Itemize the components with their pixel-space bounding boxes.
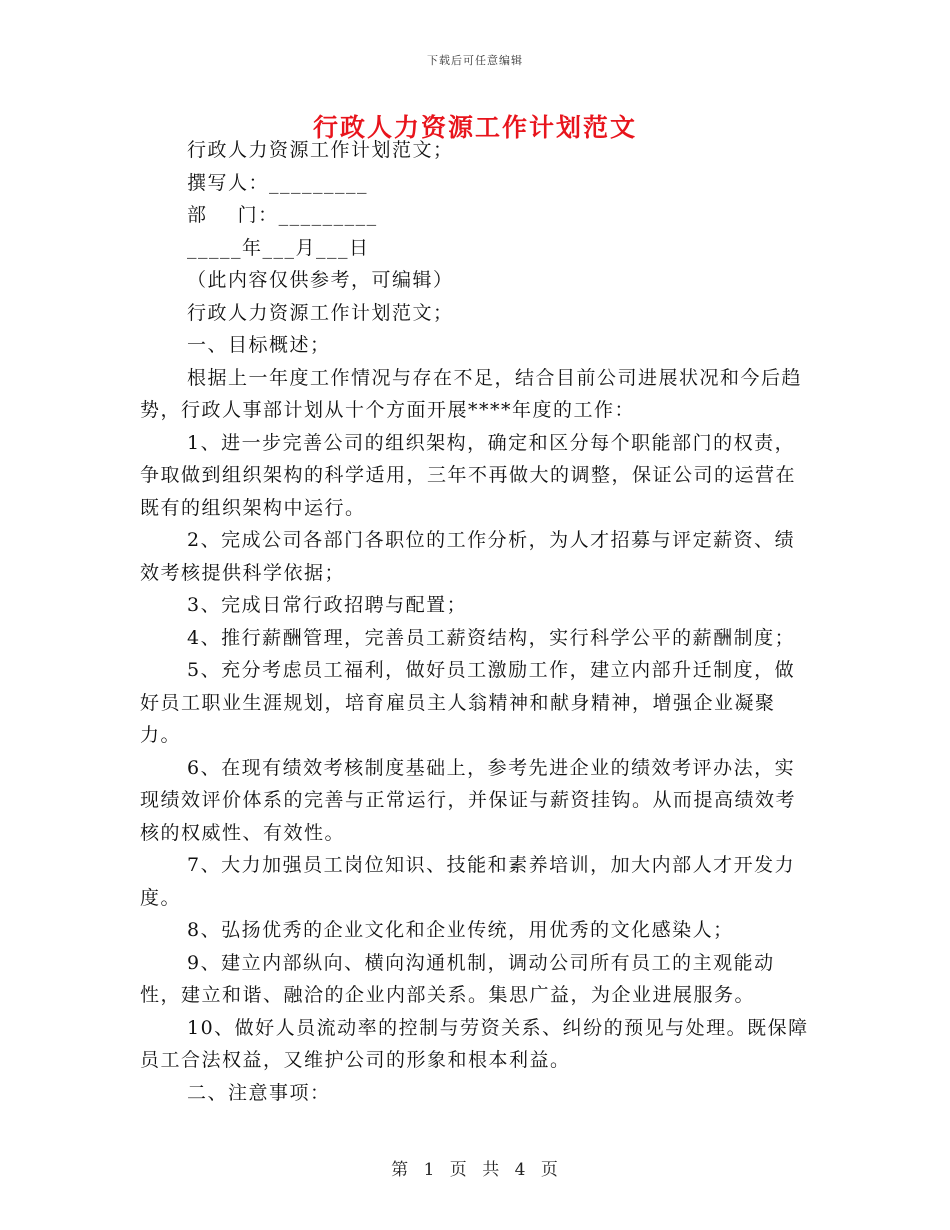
list-item-6: 6、在现有绩效考核制度基础上，参考先进企业的绩效考评办法，实现绩效评价体系的完善与正常运行，并保证与薪资挂钩。从而提高绩效考核的权威性、有效性。 xyxy=(140,756,797,844)
list-item-8: 8、弘扬优秀的企业文化和企业传统，用优秀的文化感染人； xyxy=(187,919,734,941)
list-item-3: 3、完成日常行政招聘与配置； xyxy=(187,594,468,616)
section-heading-2: 二、注意事项： xyxy=(187,1081,331,1104)
header-note: 下载后可任意编辑 xyxy=(427,54,523,67)
doc-name-line-2: 行政人力资源工作计划范文； xyxy=(187,301,454,324)
document-body xyxy=(140,134,815,1109)
list-item-4: 4、推行薪酬管理，完善员工薪资结构，实行科学公平的薪酬制度； xyxy=(187,626,796,649)
doc-name-line: 行政人力资源工作计划范文； xyxy=(187,139,454,161)
document-title: 行政人力资源工作计划范文 xyxy=(312,113,637,142)
list-item-10: 10、做好人员流动率的控制与劳资关系、纠纷的预见与处理。既保障员工合法权益，又维护公司的形象和根本利益。 xyxy=(140,1016,809,1071)
list-item-2: 2、完成公司各部门各职位的工作分析，为人才招募与评定薪资、绩效考核提供科学依据； xyxy=(140,529,796,584)
list-item-5: 5、充分考虑员工福利，做好员工激励工作，建立内部升迁制度，做好员工职业生涯规划，培育雇员主人翁精神和献身精神，增强企业凝聚力。 xyxy=(140,659,796,746)
department-line: 部 门：_________ xyxy=(187,204,378,226)
author-line: 撰写人：_________ xyxy=(187,171,369,194)
disclaimer-line: （此内容仅供参考，可编辑） xyxy=(187,269,454,291)
intro-paragraph: 根据上一年度工作情况与存在不足，结合目前公司进展状况和今后趋势，行政人事部计划从十个方面开展****年度的工作： xyxy=(140,366,803,421)
section-heading-1: 一、目标概述； xyxy=(187,334,331,356)
list-item-1: 1、进一步完善公司的组织架构，确定和区分每个职能部门的权责，争取做到组织架构的科学适用，三年不再做大的调整，保证公司的运营在既有的组织架构中运行。 xyxy=(140,431,797,519)
page-footer: 第 1 页 共 4 页 xyxy=(391,1160,559,1180)
list-item-9: 9、建立内部纵向、横向沟通机制，调动公司所有员工的主观能动性，建立和谐、融洽的企业内部关系。集思广益，为企业进展服务。 xyxy=(140,951,775,1006)
list-item-7: 7、大力加强员工岗位知识、技能和素养培训，加大内部人才开发力度。 xyxy=(140,854,796,909)
date-line: _____年___月___日 xyxy=(187,236,370,259)
